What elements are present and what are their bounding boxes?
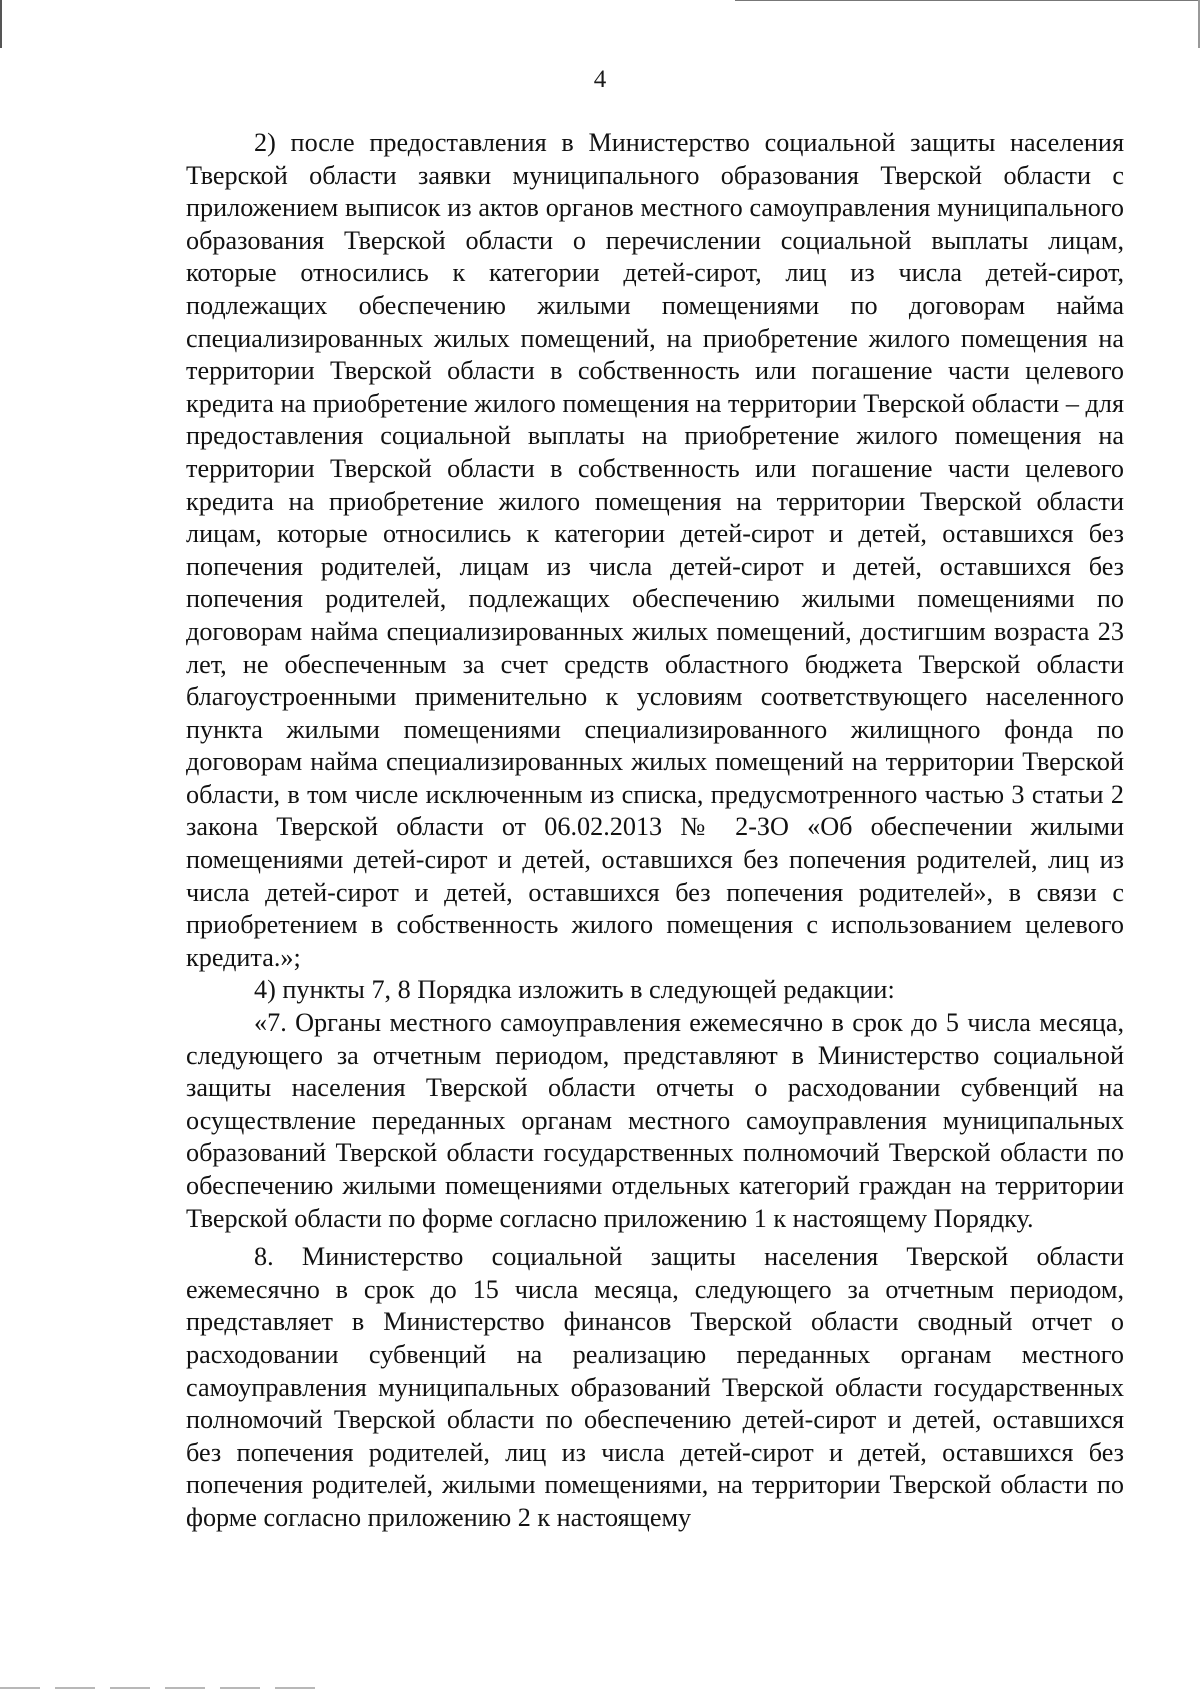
document-body (186, 127, 1124, 1535)
paragraph-item-2: 2) после предоставления в Министерство социальной защиты населения Тверской области заявки муниципального образования Тверской области с приложением выписок из актов органов местного самоуправления муниципального образования Тверской области о перечислении социальной выплаты лицам, которые относились к категории детей-сирот, лиц из числа детей-сирот, подлежащих обеспечению жилыми помещениями по договорам найма специализированных жилых помещений, на приобретение жилого помещения на территории Тверской области в собственность или погашение части целевого кредита на приобретение жилого помещения на территории Тверской области – для предоставления социальной выплаты на приобретение жилого помещения на территории Тверской области в собственность или погашение части целевого кредита на приобретение жилого помещения на территории Тверской области лицам, которые относились к категории детей-сирот и детей, оставшихся без попечения родителей, лицам из числа детей-сирот и детей, оставшихся без попечения родителей, подлежащих обеспечению жилыми помещениями по договорам найма специализированных жилых помещений, достигшим возраста 23 лет, не обеспеченным за счет средств областного бюджета Тверской области благоустроенными применительно к условиям соответствующего населенного пункта жилыми помещениями специализированного жилищного фонда по договорам найма специализированных жилых помещений на территории Тверской области, в том числе исключенным из списка, предусмотренного частью 3 статьи 2 закона Тверской области от 06.02.2013 № 2-ЗО «Об обеспечении жилыми помещениями детей-сирот и детей, оставшихся без попечения родителей, лиц из числа детей-сирот и детей, оставшихся без попечения родителей», в связи с приобретением в собственность жилого помещения с использованием целевого кредита.»; (186, 128, 1124, 972)
scan-edge-top (735, 0, 1200, 1)
paragraph-point-7: «7. Органы местного самоуправления ежемесячно в срок до 5 числа месяца, следующего за отчетным периодом, представляют в Министерство социальной защиты населения Тверской области отчеты о расходовании субвенций на осуществление переданных органам местного самоуправления муниципальных образований Тверской области государственных полномочий Тверской области по обеспечению жилыми помещениями отдельных категорий граждан на территории Тверской области по форме согласно приложению 1 к настоящему Порядку. (186, 1008, 1124, 1233)
page-number: 4 (593, 66, 607, 93)
scan-edge-left (0, 0, 2, 48)
paragraph-item-4: 4) пункты 7, 8 Порядка изложить в следующей редакции: (254, 975, 895, 1005)
scan-edge-bottom (0, 1687, 320, 1689)
paragraph-point-8: 8. Министерство социальной защиты населения Тверской области ежемесячно в срок до 15 числа месяца, следующего за отчетным периодом, представляет в Министерство финансов Тверской области сводный отчет о расходовании субвенций на реализацию переданных органам местного самоуправления муниципальных образований Тверской области государственных полномочий Тверской области по обеспечению детей-сирот и детей, оставшихся без попечения родителей, лиц из числа детей-сирот и детей, оставшихся без попечения родителей, жилыми помещениями, на территории Тверской области по форме согласно приложению 2 к настоящему (186, 1242, 1124, 1532)
